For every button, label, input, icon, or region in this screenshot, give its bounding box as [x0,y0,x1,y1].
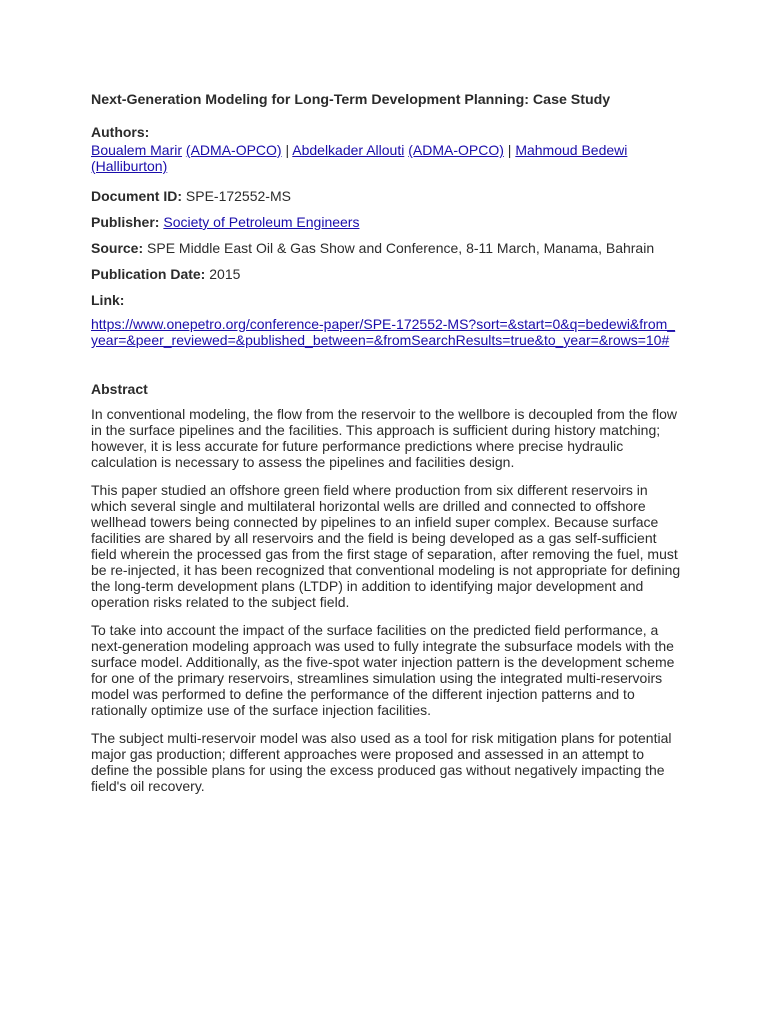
source-row [91,240,691,256]
authors-label: Authors: [91,124,150,140]
abstract-paragraph-3: To take into account the impact of the surface facilities on the predicted field performance, a next-generation modeling approach was used to fully integrate the subsurface models with the surface model. Additionally, as the five-spot water injection pattern is the development scheme for one of the primary reservoirs, streamlines simulation using the integrated multi-reservoirs model was performed to define the performance of the different injection patterns and to rationally optimize use of the surface injection facilities. [91,622,675,718]
document-page [91,92,691,806]
abstract-paragraph-2: This paper studied an offshore green field where production from six different reservoirs in which several single and multilateral horizontal wells are drilled and connected to offshore wellhead towers being connected by pipelines to an infield super complex. Because surface facilities are shared by all reservoirs and the field is being developed as a gas self-sufficient field wherein the processed gas from the first stage of separation, after removing the fuel, must be re-injected, it has been recognized that conventional modeling is not appropriate for defining the long-term development plans (LTDP) in addition to identifying major development and operation risks related to the subject field. [91,482,681,610]
source-value: SPE Middle East Oil & Gas Show and Conference, 8-11 March, Manama, Bahrain [147,240,655,256]
link-row [91,292,691,348]
author-affiliation-1[interactable]: (ADMA-OPCO) [185,142,282,158]
link-label: Link: [91,292,125,308]
publication-date-label: Publication Date: [91,266,206,282]
abstract-paragraph-4: The subject multi-reservoir model was also used as a tool for risk mitigation plans for potential major gas production; different approaches were proposed and assessed in an attempt to define the possible plans for using the excess produced gas without negatively impacting the field's oil recovery. [91,730,672,794]
publication-date-row [91,266,691,282]
publisher-link[interactable]: Society of Petroleum Engineers [163,214,360,230]
authors-list [91,142,691,174]
author-link-1[interactable]: Boualem Marir [91,142,183,158]
author-separator: | [285,142,290,158]
document-id-value: SPE-172552-MS [185,188,291,204]
document-id-row [91,188,691,204]
publisher-label: Publisher: [91,214,160,230]
document-title: Next-Generation Modeling for Long-Term Development Planning: Case Study [91,92,611,108]
abstract-paragraph-1: In conventional modeling, the flow from the reservoir to the wellbore is decoupled from the flow in the surface pipelines and the facilities. This approach is sufficient during history matching; however, it is less accurate for future performance predictions where precise hydraulic calculation is necessary to assess the pipelines and facilities design. [91,406,677,470]
author-separator: | [507,142,512,158]
abstract-heading: Abstract [91,381,148,397]
author-link-3[interactable]: Mahmoud Bedewi [515,142,628,158]
author-affiliation-2[interactable]: (ADMA-OPCO) [408,142,504,158]
document-url-link[interactable]: https://www.onepetro.org/conference-paper/SPE-172552-MS?sort=&start=0&q=bedewi&from_year=&peer_reviewed=&published_between=&fromSearchResults=true&to_year=&rows=10# [91,316,676,348]
document-id-label: Document ID: [91,188,182,204]
author-link-2[interactable]: Abdelkader Allouti [292,142,405,158]
author-affiliation-3[interactable]: (Halliburton) [91,158,168,174]
source-label: Source: [91,240,144,256]
publication-date-value: 2015 [209,266,241,282]
publisher-row [91,214,691,230]
